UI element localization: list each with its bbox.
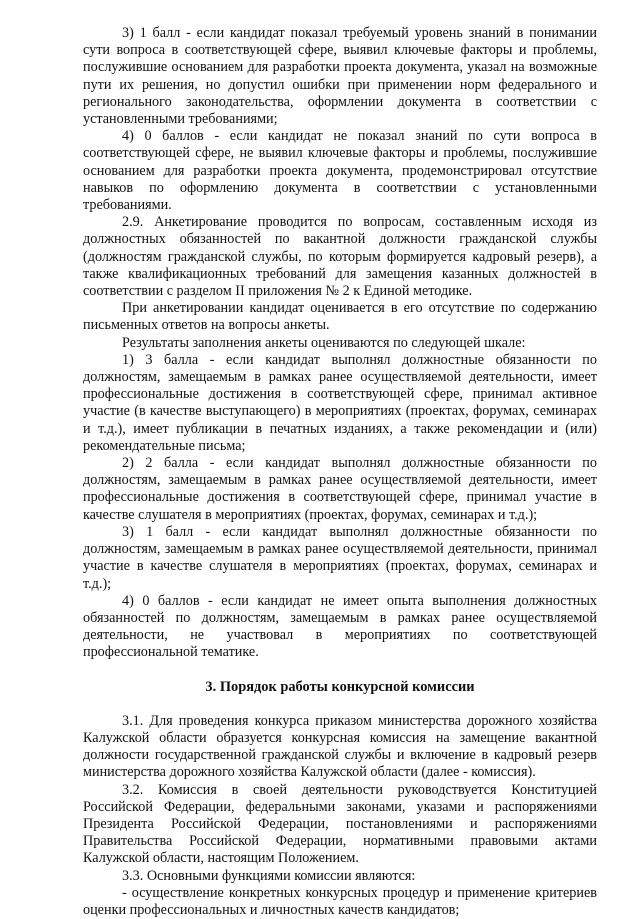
paragraph: Результаты заполнения анкеты оцениваются по следующей шкале:: [122, 334, 526, 351]
paragraph: 1) 3 балла - если кандидат выполнял должностные обязанности по должностям, замещаемым в рамках ранее осуществляемой деятельности, имеет профессиональные достижения в соответствующей сфере, принимал активное участие (в качестве выступающего) в мероприятиях (проектах, форумах, семинарах и т.д.), имеет публикации в печатных изданиях, а также рекомендации и (или) рекомендательные письма;: [83, 351, 597, 454]
paragraph: 3.2. Комиссия в своей деятельности руководствуется Конституцией Российской Федерации, федеральными законами, указами и распоряжениями Президента Российской Федерации, постановлениями и распоряжениями Правительства Российской Федерации, нормативными правовыми актами Калужской области, настоящим Положением.: [83, 781, 597, 867]
section-heading: 3. Порядок работы конкурсной комиссии: [205, 678, 475, 695]
spacer: [83, 696, 597, 713]
paragraph: 2.9. Анкетирование проводится по вопросам, составленным исходя из должностных обязанностей по вакантной должности гражданской службы (должностям гражданской службы, по которым формируется кадровый резерв), а также квалификационных требований для замещения казанных должностей в соответствии с разделом II приложения № 2 к Единой методике.: [83, 214, 597, 300]
paragraph: 3.1. Для проведения конкурса приказом министерства дорожного хозяйства Калужской области образуется конкурсная комиссия на замещение вакантной должности государственной гражданской службы и включение в кадровый резерв министерства дорожного хозяйства Калужской области (далее - комиссия).: [83, 712, 597, 781]
paragraph: 3.3. Основными функциями комиссии являются:: [122, 867, 416, 884]
paragraph: - осуществление конкретных конкурсных процедур и применение критериев оценки профессиональных и личностных качеств кандидатов;: [83, 884, 597, 918]
spacer: [83, 662, 597, 679]
paragraph: 3) 1 балл - если кандидат выполнял должностные обязанности по должностям, замещаемым в рамках ранее осуществляемой деятельности, принимал участие в качестве слушателя в мероприятиях (проектах, форумах, семинарах и т.д.);: [83, 523, 597, 592]
paragraph: 4) 0 баллов - если кандидат не показал знаний по сути вопроса в соответствующей сфере, не выявил ключевые факторы и проблемы, послужившие основанием для разработки проекта документа, продемонстрировал отсутствие навыков по оформлению документа в соответствии с установленными требованиями.: [83, 128, 597, 214]
paragraph: При анкетировании кандидат оценивается в его отсутствие по содержанию письменных ответов на вопросы анкеты.: [83, 300, 597, 334]
paragraph: 2) 2 балла - если кандидат выполнял должностные обязанности по должностям, замещаемым в рамках ранее осуществляемой деятельности, имеет профессиональные достижения в соответствующей сфере, принимал участие в качестве слушателя в мероприятиях (проектах, форумах, семинарах и т.д.);: [83, 455, 597, 523]
paragraph: 4) 0 баллов - если кандидат не имеет опыта выполнения должностных обязанностей по должностям, замещаемым в рамках ранее осуществляемой деятельности, не участвовал в мероприятиях по соответствующей профессиональной тематике.: [83, 592, 597, 661]
paragraph: 3) 1 балл - если кандидат показал требуемый уровень знаний в понимании сути вопроса в соответствующей сфере, выявил ключевые факторы и проблемы, послужившие основанием для разработки проекта документа, указал на возможные пути их решения, но допустил ошибки при применении норм федерального и регионального законодательства, оформлении документа в соответствии с установленными требованиями;: [83, 25, 597, 128]
